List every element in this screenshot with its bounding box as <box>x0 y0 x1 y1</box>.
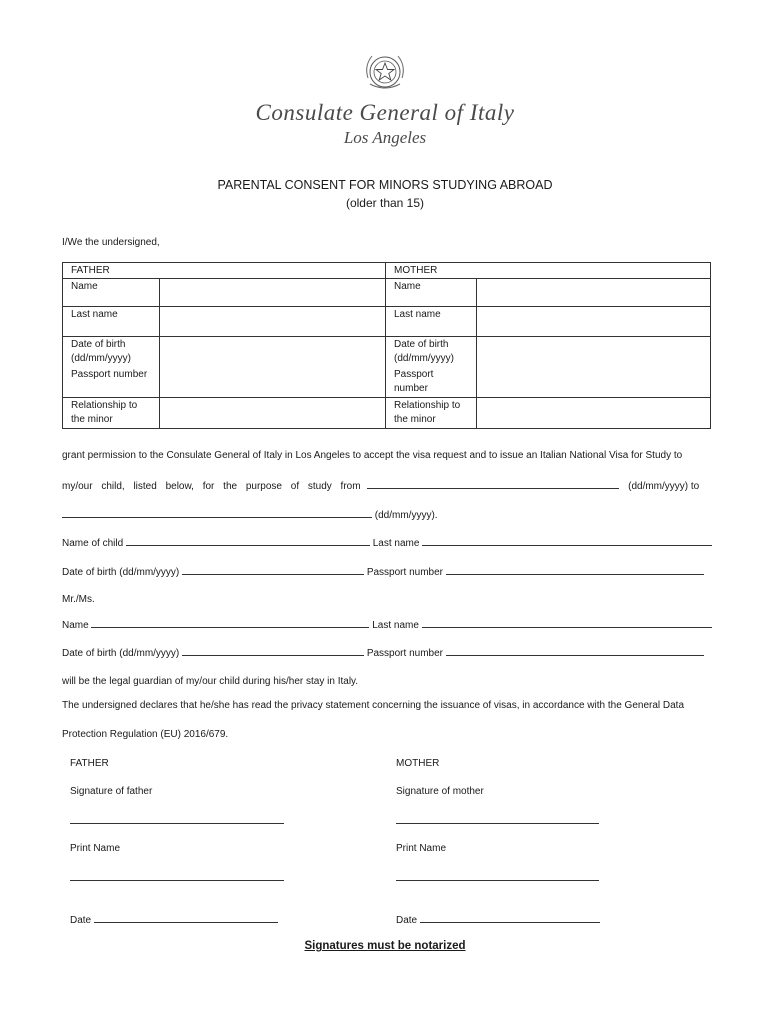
study-end-date-format: (dd/mm/yyyy). <box>374 510 438 521</box>
father-relationship-field[interactable] <box>160 398 386 429</box>
parents-info-table <box>62 262 711 429</box>
father-relationship-label: Relationship to the minor <box>63 398 160 429</box>
mother-print-name-field[interactable] <box>396 871 599 881</box>
father-passport-label: Passport number <box>63 367 160 398</box>
grant-permission-text: grant permission to the Consulate General of Italy in Los Angeles to accept the visa request and to issue an Italian National Visa for Study to <box>62 450 683 461</box>
father-name-label: Name <box>63 279 160 307</box>
legal-guardian-text: will be the legal guardian of my/our child during his/her stay in Italy. <box>62 676 359 687</box>
father-name-field[interactable] <box>160 279 386 307</box>
signature-father-label: Signature of father <box>70 786 153 797</box>
father-lastname-label: Last name <box>63 307 160 337</box>
father-header: FATHER <box>63 263 386 279</box>
italian-emblem-icon <box>362 48 408 94</box>
mother-dob-field[interactable] <box>477 337 711 368</box>
mother-name-field[interactable] <box>477 279 711 307</box>
signature-father-field[interactable] <box>70 814 284 824</box>
mother-header: MOTHER <box>386 263 711 279</box>
father-lastname-field[interactable] <box>160 307 386 337</box>
mother-passport-label: Passport number <box>386 367 477 398</box>
father-date-field[interactable] <box>94 913 278 923</box>
study-period-label: my/our child, listed below, for the purpose of study from <box>62 481 361 492</box>
father-print-name-field[interactable] <box>70 871 284 881</box>
mother-name-label: Name <box>386 279 477 307</box>
mother-lastname-label: Last name <box>386 307 477 337</box>
study-start-date-field[interactable] <box>367 479 619 489</box>
child-passport-field[interactable] <box>446 565 704 575</box>
study-end-date-field[interactable] <box>62 508 372 518</box>
notarization-notice: Signatures must be notarized <box>304 940 466 952</box>
guardian-lastname-field[interactable] <box>422 618 712 628</box>
child-dob-label: Date of birth (dd/mm/yyyy) <box>62 567 180 578</box>
father-date-label: Date <box>70 915 92 926</box>
guardian-passport-field[interactable] <box>446 646 704 656</box>
child-name-field[interactable] <box>126 536 370 546</box>
child-dob-line <box>62 565 704 578</box>
guardian-name-field[interactable] <box>91 618 369 628</box>
child-lastname-field[interactable] <box>422 536 712 546</box>
study-start-date-format: (dd/mm/yyyy) to <box>628 481 700 492</box>
guardian-passport-label: Passport number <box>366 648 443 659</box>
intro-text: I/We the undersigned, <box>62 237 160 248</box>
child-name-label: Name of child <box>62 538 124 549</box>
father-passport-field[interactable] <box>160 367 386 398</box>
mother-dob-label: Date of birth (dd/mm/yyyy) <box>386 337 477 368</box>
guardian-lastname-label: Last name <box>372 620 419 631</box>
mother-date-field[interactable] <box>420 913 600 923</box>
mother-date-label: Date <box>396 915 418 926</box>
mother-relationship-label: Relationship to the minor <box>386 398 477 429</box>
document-subtitle: (older than 15) <box>345 196 425 210</box>
study-period-line <box>62 479 699 492</box>
child-dob-field[interactable] <box>182 565 364 575</box>
document-title: PARENTAL CONSENT FOR MINORS STUDYING ABROAD <box>217 178 553 192</box>
signature-mother-header: MOTHER <box>396 758 440 769</box>
father-dob-field[interactable] <box>160 337 386 368</box>
guardian-title: Mr./Ms. <box>62 594 95 605</box>
child-name-line <box>62 536 712 549</box>
signature-father-header: FATHER <box>70 758 109 769</box>
study-end-line <box>62 508 438 521</box>
father-date-line <box>70 913 278 926</box>
mother-print-name-label: Print Name <box>396 843 447 854</box>
signature-mother-label: Signature of mother <box>396 786 484 797</box>
mother-relationship-field[interactable] <box>477 398 711 429</box>
child-passport-label: Passport number <box>366 567 443 578</box>
father-print-name-label: Print Name <box>70 843 121 854</box>
privacy-text-line1: The undersigned declares that he/she has read the privacy statement concerning the issuance of visas, in accordance with the General Data <box>62 700 685 711</box>
guardian-dob-line <box>62 646 704 659</box>
privacy-text-line2: Protection Regulation (EU) 2016/679. <box>62 729 229 740</box>
child-lastname-label: Last name <box>372 538 420 549</box>
guardian-dob-label: Date of birth (dd/mm/yyyy) <box>62 648 180 659</box>
guardian-name-label: Name <box>62 620 89 631</box>
mother-passport-field[interactable] <box>477 367 711 398</box>
signature-mother-field[interactable] <box>396 814 599 824</box>
father-dob-label: Date of birth (dd/mm/yyyy) <box>63 337 160 368</box>
consulate-logo-city: Los Angeles <box>343 128 427 147</box>
mother-date-line <box>396 913 600 926</box>
consulate-logo-title: Consulate General of Italy <box>255 100 515 125</box>
mother-lastname-field[interactable] <box>477 307 711 337</box>
guardian-dob-field[interactable] <box>182 646 364 656</box>
guardian-name-line <box>62 618 712 631</box>
